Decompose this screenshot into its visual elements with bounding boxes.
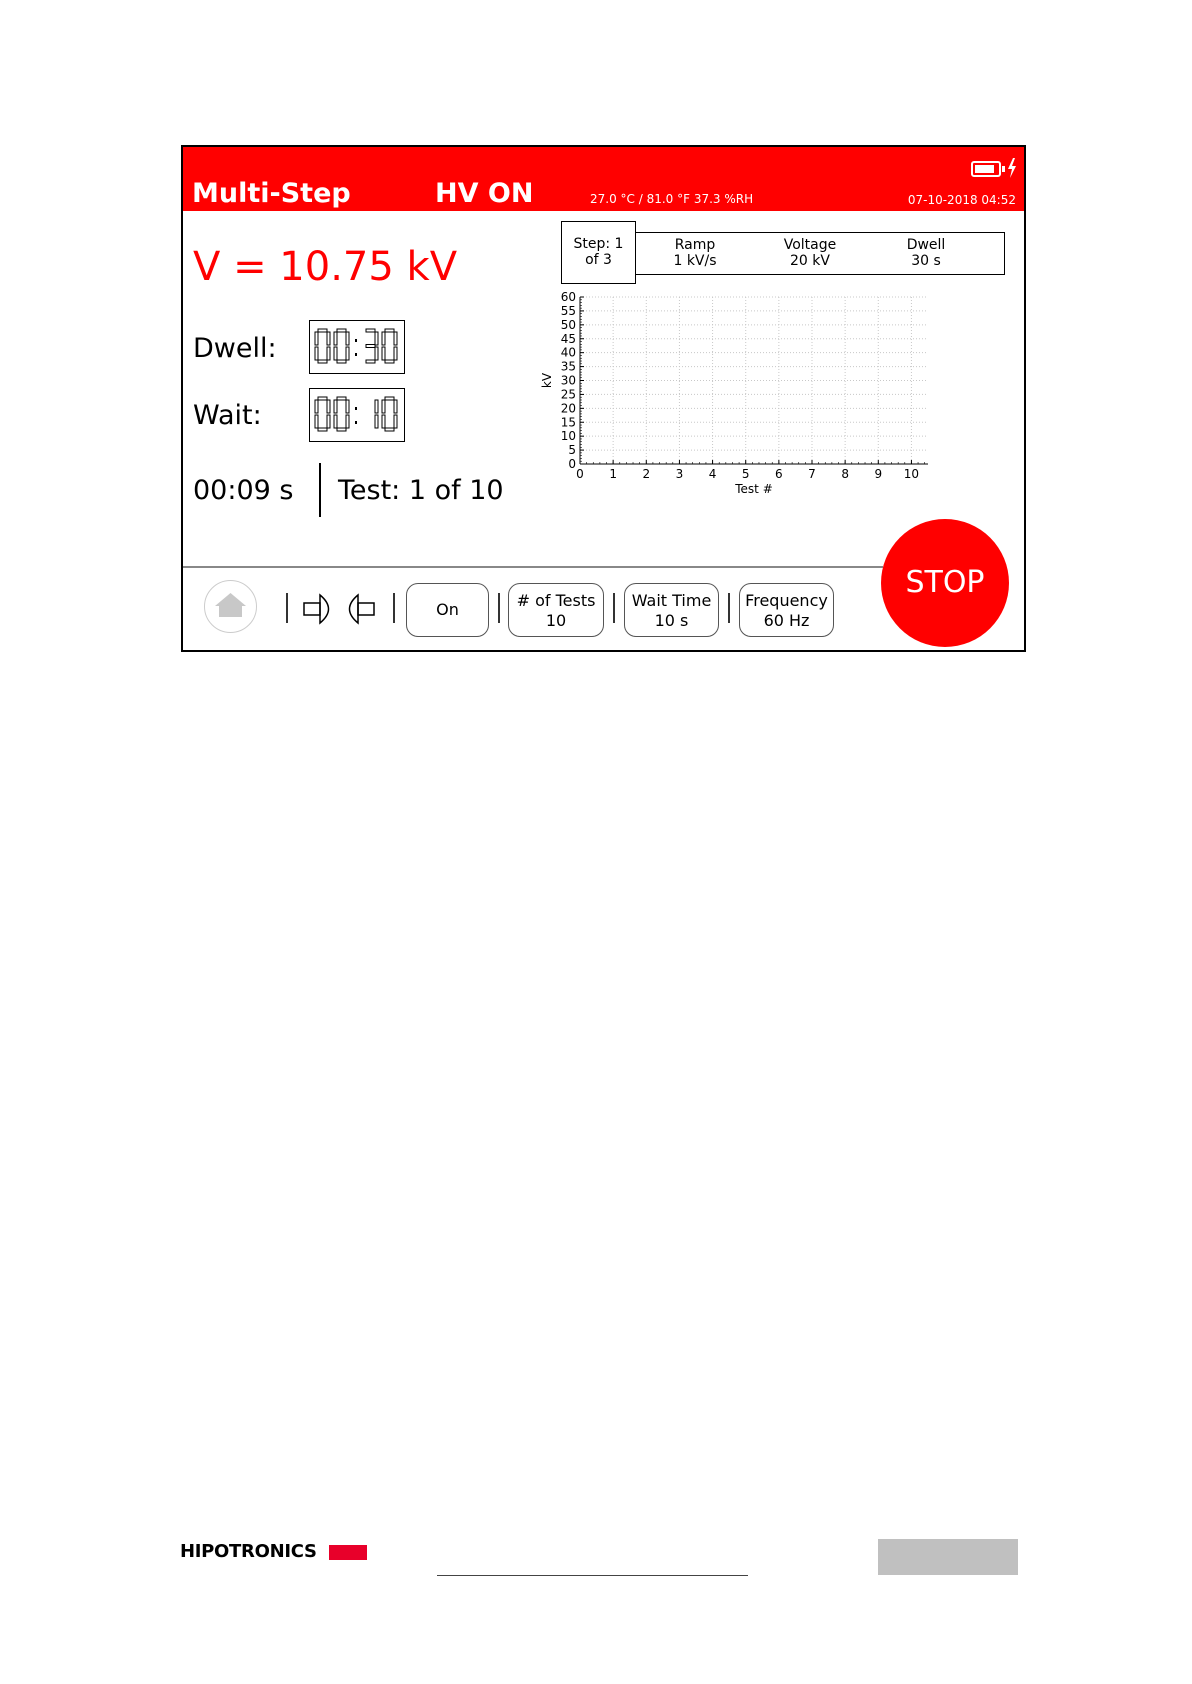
- dwell-col-label: Dwell: [906, 237, 946, 253]
- ramp-label: Ramp: [674, 237, 716, 253]
- segment: [327, 332, 330, 345]
- x-tick-label: 7: [808, 467, 816, 481]
- x-tick-label: 6: [775, 467, 783, 481]
- segment: [334, 400, 337, 413]
- logo-bar: [329, 1545, 367, 1560]
- home-button[interactable]: [204, 580, 257, 633]
- segment: [394, 332, 397, 345]
- segment: [385, 428, 394, 431]
- x-tick-label: 5: [741, 467, 750, 481]
- y-tick-label: 30: [560, 373, 576, 388]
- number-of-tests-button[interactable]: [508, 583, 604, 637]
- page-number-box: [878, 1539, 1018, 1575]
- segment: [334, 347, 337, 360]
- segment: [318, 360, 327, 363]
- stop-button[interactable]: STOP: [881, 519, 1009, 647]
- toolbar-separator: [613, 593, 615, 623]
- output-toggle-label: On: [436, 600, 459, 619]
- dwell-col-value: 30 s: [911, 253, 941, 269]
- segment: [375, 332, 378, 345]
- connector-icon: [303, 589, 375, 629]
- dwell-timer: [309, 320, 405, 374]
- colon-dot: [355, 339, 357, 342]
- toolbar-separator: [286, 593, 288, 623]
- toolbar-separator: [728, 593, 730, 623]
- frequency-button[interactable]: [739, 583, 834, 637]
- segment: [346, 400, 349, 413]
- segment: [334, 332, 337, 345]
- wait-time-value: 10 s: [654, 611, 689, 630]
- segment: [315, 332, 318, 345]
- x-tick-label: 9: [874, 467, 883, 481]
- segment: [382, 415, 385, 428]
- environment-readout: 27.0 °C / 81.0 °F 37.3 %RH: [590, 192, 754, 206]
- voltage-value: 20 kV: [790, 253, 830, 269]
- footer-rule: [437, 1575, 748, 1576]
- segment: [318, 329, 327, 332]
- charging-bolt-icon: [1007, 158, 1017, 178]
- y-axis-label: kV: [540, 372, 554, 389]
- segment: [327, 347, 330, 360]
- dwell-timer-digits: [310, 321, 403, 372]
- segment: [366, 329, 375, 332]
- dwell-column: [871, 237, 981, 269]
- logo-text: HIPOTRONICS: [180, 1541, 317, 1562]
- y-tick-label: 50: [560, 317, 576, 332]
- segment: [366, 360, 375, 363]
- colon-dot: [355, 421, 357, 424]
- segment: [375, 347, 378, 360]
- wait-time-button[interactable]: [624, 583, 719, 637]
- ramp-column: [640, 237, 750, 269]
- battery-fill: [975, 165, 994, 173]
- wait-timer: [309, 388, 405, 442]
- y-tick-label: 55: [560, 303, 576, 318]
- segment: [382, 347, 385, 360]
- number-of-tests-value: 10: [545, 611, 567, 630]
- home-icon: [205, 581, 256, 632]
- elapsed-time: 00:09 s: [193, 475, 294, 506]
- frequency-value: 60 Hz: [763, 611, 810, 630]
- mode-title: Multi-Step: [192, 178, 351, 209]
- segment: [382, 332, 385, 345]
- segment: [375, 415, 378, 428]
- segment: [327, 415, 330, 428]
- segment: [346, 347, 349, 360]
- x-tick-label: 1: [609, 467, 617, 481]
- x-tick-label: 4: [708, 467, 717, 481]
- test-chart: [540, 287, 943, 497]
- y-tick-label: 15: [560, 415, 576, 430]
- segment: [385, 397, 394, 400]
- connector-button[interactable]: [303, 589, 375, 629]
- segment: [315, 400, 318, 413]
- x-tick-label: 0: [576, 467, 584, 481]
- battery-icon: [971, 161, 1001, 177]
- y-tick-label: 40: [560, 345, 576, 360]
- step-number: Step: 1: [573, 236, 624, 252]
- step-indicator: [561, 221, 636, 284]
- x-tick-label: 2: [642, 467, 651, 481]
- segment: [385, 360, 394, 363]
- segment: [366, 345, 375, 348]
- segment: [327, 400, 330, 413]
- test-count: Test: 1 of 10: [338, 475, 504, 506]
- segment: [337, 397, 346, 400]
- segment: [382, 400, 385, 413]
- segment: [346, 415, 349, 428]
- dwell-label: Dwell:: [193, 333, 277, 364]
- y-tick-label: 35: [560, 359, 576, 374]
- x-tick-label: 10: [903, 467, 920, 481]
- step-total: of 3: [585, 252, 612, 268]
- segment: [375, 400, 378, 413]
- divider: [319, 463, 321, 517]
- y-tick-label: 60: [560, 290, 576, 304]
- wait-time-label: Wait Time: [631, 591, 712, 610]
- toolbar-divider: [183, 566, 883, 568]
- segment: [318, 397, 327, 400]
- output-toggle-button[interactable]: [406, 583, 489, 637]
- header-bar: [183, 147, 1024, 211]
- toolbar-separator: [498, 593, 500, 623]
- hv-status: HV ON: [435, 178, 534, 209]
- segment: [315, 415, 318, 428]
- segment: [394, 415, 397, 428]
- toolbar-separator: [393, 593, 395, 623]
- colon-dot: [355, 353, 357, 356]
- datetime: 07-10-2018 04:52: [907, 193, 1016, 207]
- segment: [337, 360, 346, 363]
- voltage-readout: V = 10.75 kV: [193, 244, 458, 290]
- frequency-label: Frequency: [745, 591, 828, 610]
- x-tick-label: 3: [675, 467, 684, 481]
- segment: [334, 415, 337, 428]
- y-tick-label: 10: [560, 429, 576, 444]
- segment: [394, 400, 397, 413]
- segment: [315, 347, 318, 360]
- y-tick-label: 5: [568, 443, 576, 458]
- segment: [385, 329, 394, 332]
- wait-timer-digits: [310, 389, 403, 440]
- y-tick-label: 20: [560, 401, 576, 416]
- battery-tip: [1002, 166, 1005, 172]
- step-parameters: [582, 232, 1005, 275]
- colon-dot: [355, 407, 357, 410]
- y-tick-label: 25: [560, 387, 576, 402]
- segment: [318, 428, 327, 431]
- wait-label: Wait:: [193, 400, 262, 431]
- segment: [346, 332, 349, 345]
- segment: [337, 428, 346, 431]
- y-tick-label: 45: [560, 331, 576, 346]
- y-tick-label: 0: [568, 457, 576, 471]
- voltage-label: Voltage: [783, 237, 837, 253]
- segment: [337, 329, 346, 332]
- instrument-screen: [181, 145, 1026, 652]
- ramp-value: 1 kV/s: [673, 253, 717, 269]
- number-of-tests-label: # of Tests: [516, 591, 596, 610]
- x-axis-label: Test #: [735, 482, 773, 496]
- segment: [394, 347, 397, 360]
- voltage-column: [755, 237, 865, 269]
- x-tick-label: 8: [841, 467, 849, 481]
